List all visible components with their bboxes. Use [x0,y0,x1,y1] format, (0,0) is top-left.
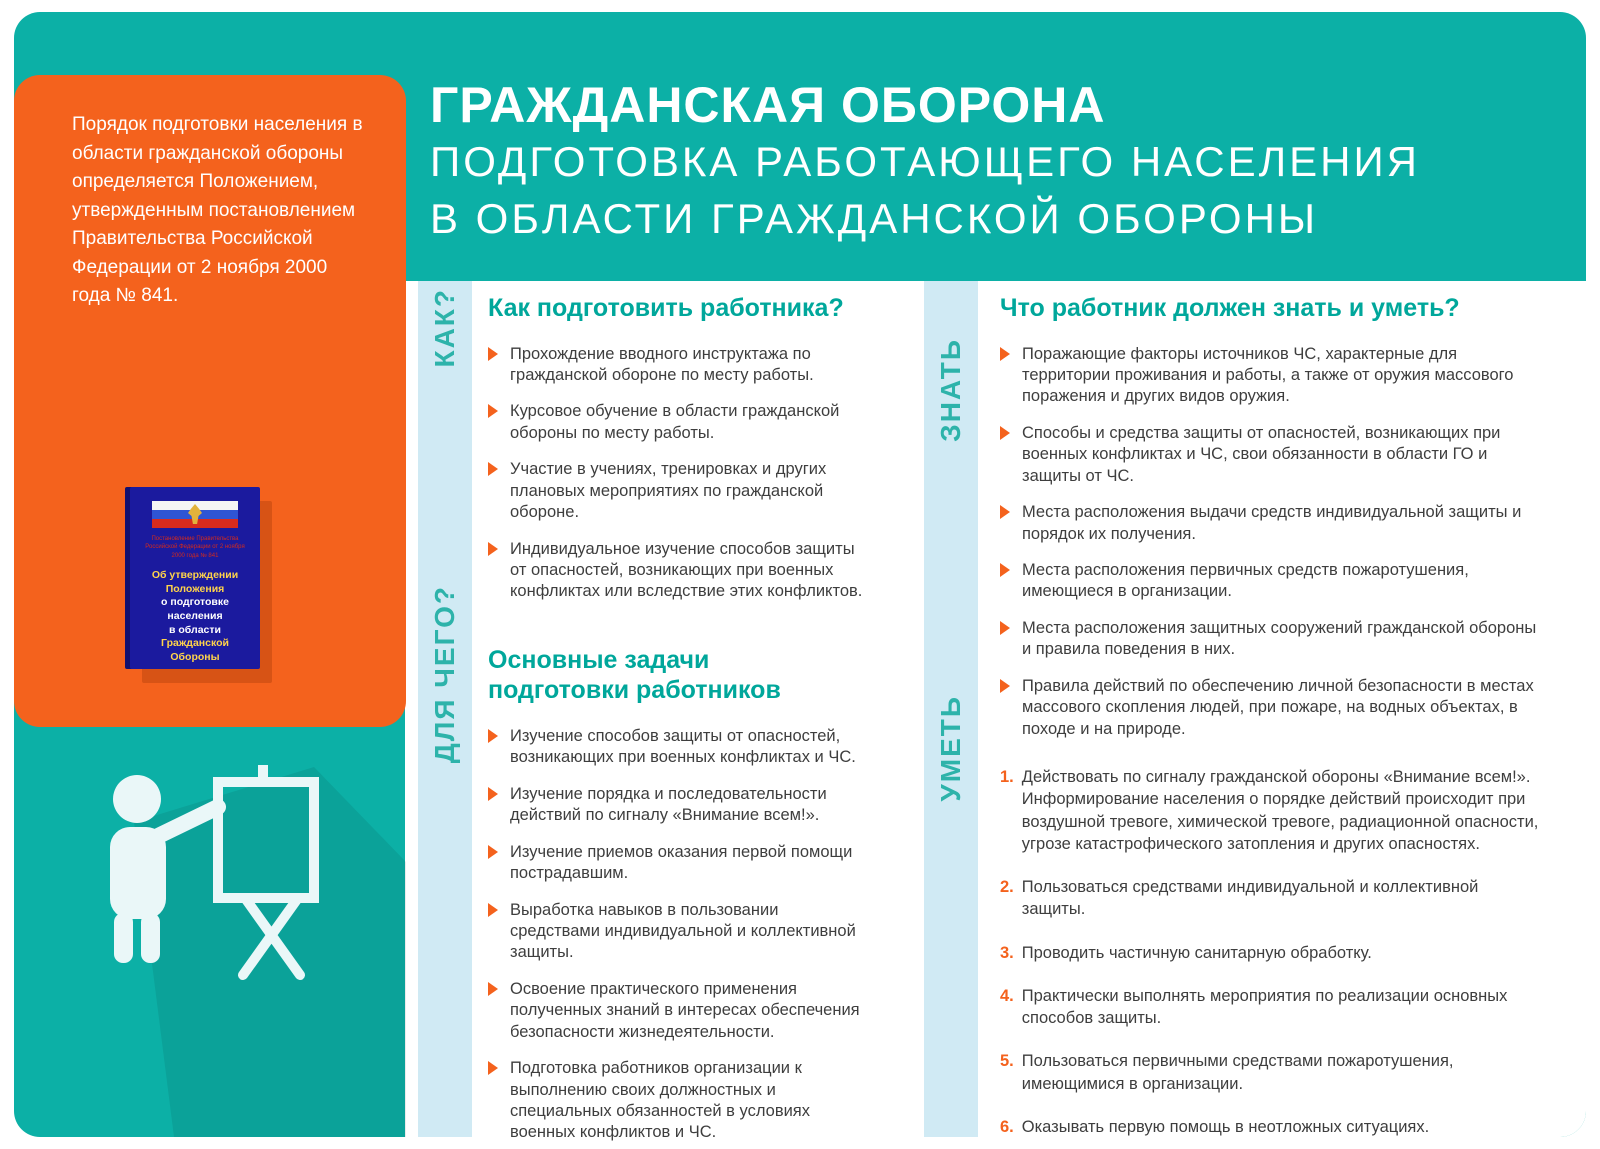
list-item [1000,560,1540,603]
bullet-arrow-icon [488,729,498,743]
intro-text: Порядок подготовки населения в области гражданской обороны определяется Положением, утвержденным постановлением Правительства Российской Федерации от 2 ноября 2000 года № 841. [72,114,363,306]
know-bullet-list [1000,344,1540,741]
list-item [488,401,868,444]
book-title [139,569,251,664]
poster-subtitle-line2: В ОБЛАСТИ ГРАЖДАНСКОЙ ОБОРОНЫ [430,194,1319,242]
section-heading-tasks: Основные задачи подготовки работников [488,645,781,705]
bullet-arrow-icon [1000,621,1010,635]
list-item [488,1058,868,1144]
bullet-text: Места расположения защитных сооружений гражданской обороны и правила поведения в них. [1022,618,1537,659]
tasks-bullet-list [488,726,868,1144]
bullet-text: Курсовое обучение в области гражданской обороны по месту работы. [510,402,840,442]
bullet-arrow-icon [488,542,498,556]
item-text: Пользоваться первичными средствами пожаротушения, имеющимися в организации. [1021,1052,1454,1093]
russian-flag-icon [152,501,238,528]
list-item [1000,1116,1540,1138]
list-item [1000,344,1540,408]
bullet-text: Изучение способов защиты от опасностей, возникающих при военных конфликтах и ЧС. [510,726,856,767]
bullet-text: Подготовка работников организации к выполнению своих должностных и специальных обязанностей в условиях военных конфликтов и ЧС. [510,1059,810,1142]
item-number: 3. [1000,943,1014,962]
bullet-text: Места расположения первичных средств пожаротушения, имеющиеся в организации. [1022,561,1469,601]
bullet-text: Освоение практического применения полученных знаний в интересах обеспечения безопасности жизнедеятельности. [510,979,860,1041]
bullet-text: Изучение приемов оказания первой помощи пострадавшим. [510,842,853,883]
list-item [488,979,868,1043]
bullet-text: Выработка навыков в пользовании средствами индивидуальной и коллективной защиты. [510,900,856,962]
poster-header [430,78,1570,246]
item-number: 2. [1000,878,1014,897]
vertical-label-able: УМЕТЬ [935,695,966,802]
bullet-arrow-icon [488,1061,498,1075]
item-text: Проводить частичную санитарную обработку. [1021,943,1372,962]
bullet-arrow-icon [488,347,498,361]
item-number: 1. [1000,768,1014,787]
book-title-line: Об утверждении Положения [151,569,239,595]
vertical-label-why: ДЛЯ ЧЕГО? [429,585,460,764]
bullet-text: Способы и средства защиты от опасностей, возникающих при военных конфликтах и ЧС, свои обязанности в области ГО и защиты от ЧС. [1022,423,1501,485]
bullet-arrow-icon [488,845,498,859]
list-item [488,344,868,387]
pictogram-zone [14,727,406,1137]
bullet-text: Места расположения выдачи средств индивидуальной защиты и порядок их получения. [1022,503,1522,543]
decree-book-cover [130,487,260,669]
list-item [488,842,868,885]
bullet-arrow-icon [488,462,498,476]
item-number: 5. [1000,1052,1014,1071]
item-text: Практически выполнять мероприятия по реализации основных способов защиты. [1021,986,1508,1028]
column-know-able [1000,293,1540,1149]
bullet-text: Изучение порядка и последовательности действий по сигналу «Внимание всем!». [510,784,827,825]
list-item [488,459,868,523]
list-item [1000,1050,1540,1095]
bullet-text: Индивидуальное изучение способов защиты от опасностей, возникающих при военных конфликтах или вследствие этих конфликтов. [510,539,863,601]
list-item [1000,766,1540,855]
list-item [488,784,868,827]
list-item [1000,985,1540,1030]
list-item [488,726,868,769]
section-heading-know: Что работник должен знать и уметь? [1000,294,1460,322]
bullet-text: Поражающие факторы источников ЧС, характерные для территории проживания и работы, а также от оружия массового поражения и других видов оружия. [1022,344,1514,406]
bullet-text: Прохождение вводного инструктажа по гражданской обороне по месту работы. [510,344,814,384]
bullet-arrow-icon [1000,563,1010,577]
book-title-line: в области [169,623,221,636]
list-item [1000,876,1540,921]
bullet-text: Правила действий по обеспечению личной безопасности в местах массового скопления людей, при пожаре, на водных объектах, в походе и на природе. [1022,676,1534,738]
book-title-line: Гражданской Обороны [161,637,229,664]
item-number: 4. [1000,986,1014,1005]
list-item [1000,502,1540,545]
how-bullet-list [488,344,868,603]
item-text: Пользоваться средствами индивидуальной и коллективной защиты. [1021,878,1479,919]
bullet-arrow-icon [488,903,498,917]
list-item [1000,423,1540,487]
column-how [488,293,868,1149]
bullet-arrow-icon [1000,679,1010,693]
bullet-arrow-icon [488,982,498,996]
list-item [1000,942,1540,964]
bullet-text: Участие в учениях, тренировках и других плановых мероприятиях по гражданской обороне. [510,460,827,522]
bullet-arrow-icon [1000,426,1010,440]
section-heading-how: Как подготовить работника? [488,294,844,322]
vertical-label-how: КАК? [429,288,460,368]
book-decree-text: Постановление Правительства Российской Федерации от 2 ноября 2000 года № 841 [145,536,245,559]
vertical-label-know: ЗНАТЬ [935,338,966,442]
list-item [488,539,868,603]
list-item [1000,618,1540,661]
able-numbered-list [1000,766,1540,1138]
item-text: Действовать по сигналу гражданской обороны «Внимание всем!». Информирование населения о порядке действий происходит при воздушной тревоге, химической тревоге, радиационной опасности, угрозе катастрофического затопления и других опасностях. [1021,768,1539,853]
item-text: Оказывать первую помощь в неотложных ситуациях. [1021,1117,1430,1136]
item-number: 6. [1000,1117,1014,1136]
bullet-arrow-icon [1000,347,1010,361]
list-item [488,900,868,964]
bullet-arrow-icon [488,404,498,418]
bullet-arrow-icon [488,787,498,801]
presenter-pictogram-icon [14,727,406,1137]
poster-subtitle-line1: ПОДГОТОВКА РАБОТАЮЩЕГО НАСЕЛЕНИЯ [430,138,1421,185]
poster-title: ГРАЖДАНСКАЯ ОБОРОНА [430,77,1106,133]
bullet-arrow-icon [1000,505,1010,519]
list-item [1000,676,1540,740]
book-title-line: о подготовке населения [161,596,229,623]
